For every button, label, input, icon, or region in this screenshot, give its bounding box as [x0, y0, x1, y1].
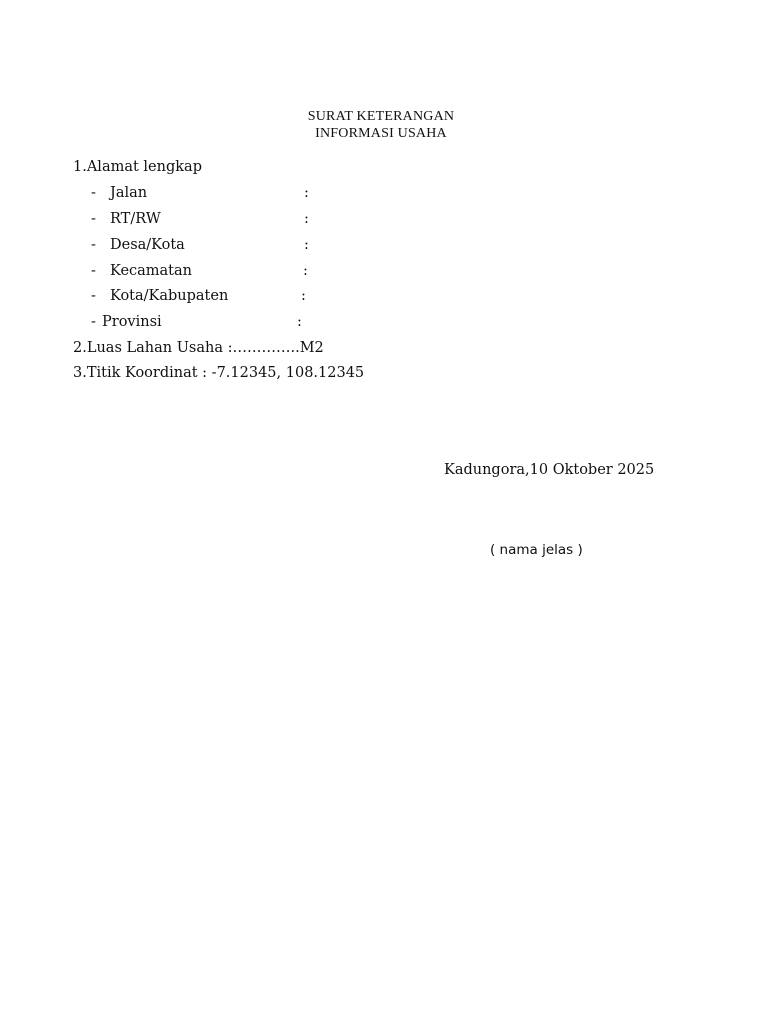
address-colon: :	[301, 288, 306, 304]
address-colon: :	[304, 185, 309, 201]
signature-name: ( nama jelas )	[490, 542, 583, 558]
section-2-land-area: 2.Luas Lahan Usaha :…………..M2	[73, 340, 324, 356]
address-label: Provinsi	[102, 314, 162, 330]
address-item-kecamatan	[91, 262, 351, 280]
address-item-kota-kabupaten	[91, 287, 351, 305]
address-item-rtrw	[91, 210, 351, 228]
list-dash: -	[91, 237, 96, 253]
document-title-line1: SURAT KETERANGAN	[307, 109, 455, 124]
address-colon: :	[304, 237, 309, 253]
address-label: Kota/Kabupaten	[110, 288, 229, 304]
list-dash: -	[91, 288, 96, 304]
address-label: Jalan	[110, 185, 148, 201]
section-1-heading: 1.Alamat lengkap	[73, 159, 202, 175]
address-colon: :	[304, 211, 309, 227]
address-colon: :	[303, 263, 308, 279]
address-item-desa-kota	[91, 236, 351, 254]
address-colon: :	[297, 314, 302, 330]
address-label: RT/RW	[110, 211, 161, 227]
list-dash: -	[91, 211, 96, 227]
address-item-jalan	[91, 184, 351, 202]
list-dash: -	[91, 314, 96, 330]
section-3-coordinates: 3.Titik Koordinat : -7.12345, 108.12345	[73, 365, 365, 381]
list-dash: -	[91, 263, 96, 279]
document-title-line2: INFORMASI USAHA	[315, 126, 447, 141]
address-label: Kecamatan	[110, 263, 192, 279]
address-item-provinsi	[91, 313, 351, 331]
address-label: Desa/Kota	[110, 237, 185, 253]
list-dash: -	[91, 185, 96, 201]
place-date: Kadungora,10 Oktober 2025	[444, 462, 655, 478]
